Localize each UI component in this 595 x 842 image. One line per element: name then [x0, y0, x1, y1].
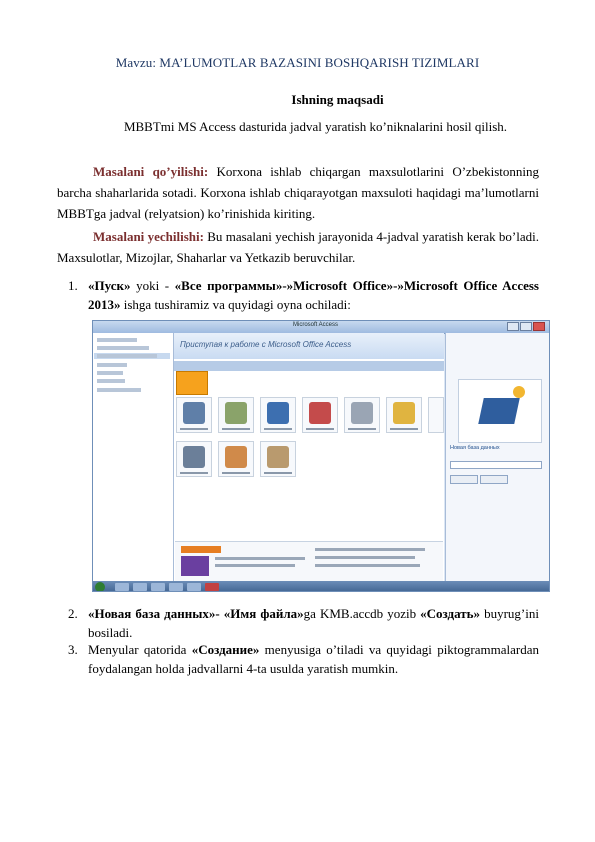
create-button[interactable]	[450, 475, 478, 484]
taskbar-app[interactable]	[169, 583, 183, 591]
template-label	[180, 472, 208, 474]
new-database-heading: Новая база данных	[450, 445, 500, 451]
new-database-pane	[445, 333, 550, 581]
file-name-field[interactable]	[450, 461, 542, 469]
monitor-icon	[478, 398, 520, 424]
sidebar-item[interactable]	[97, 346, 149, 350]
step-number: 3.	[68, 642, 78, 657]
step-bold: «Пуск»	[88, 278, 131, 293]
template-label	[348, 428, 376, 430]
text-line	[315, 548, 425, 551]
template-tile[interactable]	[218, 441, 254, 477]
taskbar-app[interactable]	[151, 583, 165, 591]
template-label	[222, 472, 250, 474]
template-categories-sidebar	[93, 333, 174, 581]
step-bold: «Все программы»-»Microsoft Office»-»Microsoft Office Access 2013»	[88, 278, 539, 312]
text-line	[215, 557, 305, 560]
start-button[interactable]	[95, 582, 105, 592]
assets-icon	[351, 402, 373, 424]
template-label	[222, 428, 250, 430]
text-line	[315, 564, 420, 567]
goal-heading: Ishning maqsadi	[291, 92, 384, 107]
solution-label: Masalani yechilishi:	[93, 229, 204, 244]
checklist-icon	[267, 402, 289, 424]
step-text: Menyular qatorida	[88, 642, 192, 657]
solution-text: Bu masalani yechish jarayonida 4-jadval yaratish kerak bo’ladi. Maxsulotlar, Mizojlar, Shaharlar va Yetkazib beruvchilar.	[57, 229, 540, 265]
people-icon	[225, 402, 247, 424]
sidebar-item[interactable]	[97, 354, 157, 358]
window-title: Microsoft Access	[293, 322, 339, 328]
step-bold: «Создать»	[420, 606, 481, 621]
step-list-2	[68, 604, 539, 642]
template-tile[interactable]	[176, 397, 212, 433]
access-screenshot	[92, 320, 550, 592]
template-label	[264, 428, 292, 430]
sun-icon	[513, 386, 525, 398]
template-tile[interactable]	[428, 397, 444, 433]
template-label	[390, 428, 418, 430]
cancel-button[interactable]	[480, 475, 508, 484]
template-tile[interactable]	[218, 397, 254, 433]
step-text: menyusiga o’tiladi va quyidagi piktogrammalardan foydalangan holda jadvallarni 4-ta usulda yaratish mumkin.	[88, 642, 539, 676]
step-item-2	[68, 604, 539, 642]
problem-paragraph	[57, 161, 539, 224]
template-tile[interactable]	[302, 397, 338, 433]
access-taskbar-icon[interactable]	[205, 583, 219, 591]
student-icon	[267, 446, 289, 468]
office-online-panel	[175, 541, 443, 582]
template-icon	[183, 402, 205, 424]
events-icon	[309, 402, 331, 424]
taskbar-app[interactable]	[187, 583, 201, 591]
step-text: ishga tushiramiz va quyidagi oyna ochiladi:	[120, 297, 351, 312]
step-number: 1.	[68, 278, 78, 293]
minimize-icon[interactable]	[507, 322, 519, 331]
blank-database-strip	[174, 361, 444, 371]
office-online-logo	[181, 546, 221, 553]
taskbar-app[interactable]	[115, 583, 129, 591]
template-tile[interactable]	[260, 397, 296, 433]
template-label	[264, 472, 292, 474]
step-bold: «Создание»	[191, 642, 260, 657]
step-list-3	[68, 640, 539, 678]
step-item-3	[68, 640, 539, 678]
banner-title: Приступая к работе с Microsoft Office Access	[180, 340, 352, 349]
close-icon[interactable]	[533, 322, 545, 331]
faculty-icon	[183, 446, 205, 468]
goal-text: MBBTmi MS Access dasturida jadval yaratish ko’niknalarini hosil qilish.	[123, 119, 508, 134]
templates-main-area	[174, 333, 444, 581]
step-bold: «Новая база данных»- «Имя файла»	[88, 606, 304, 621]
problem-text: Korxona ishlab chiqargan maxsulotlarini O’zbekistonning barcha shaharlarida sotadi. Korxona ishlab chiqarayotgan maxsuloti haqidagi ma’lumotlarni MBBTga jadval (relyatsion) ko’rinishida kiriting.	[57, 164, 539, 221]
step-item-1	[68, 276, 539, 314]
office-online-picture	[181, 556, 209, 576]
sidebar-item[interactable]	[97, 371, 123, 375]
sidebar-item[interactable]	[97, 338, 137, 342]
template-tile[interactable]	[386, 397, 422, 433]
sidebar-item[interactable]	[97, 379, 125, 383]
step-number: 2.	[68, 606, 78, 621]
sidebar-item[interactable]	[97, 363, 127, 367]
maximize-icon[interactable]	[520, 322, 532, 331]
template-tile[interactable]	[176, 441, 212, 477]
sidebar-item[interactable]	[97, 388, 141, 392]
solution-paragraph	[57, 226, 539, 268]
step-list-1	[68, 276, 539, 314]
step-text: ga KMB.accdb yozib	[303, 606, 421, 621]
step-text: yoki -	[130, 278, 175, 293]
text-line	[315, 556, 415, 559]
topic-heading: Mavzu: MA’LUMOTLAR BAZASINI BOSHQARISH TIZIMLARI	[115, 55, 480, 70]
text-line	[215, 564, 295, 567]
taskbar-app[interactable]	[133, 583, 147, 591]
folders-icon	[393, 402, 415, 424]
windows-taskbar	[93, 581, 549, 592]
template-tile[interactable]	[260, 441, 296, 477]
contact-icon	[225, 446, 247, 468]
problem-label: Masalani qo’yilishi:	[93, 164, 209, 179]
template-label	[180, 428, 208, 430]
blank-database-icon[interactable]	[176, 371, 208, 395]
welcome-banner	[174, 333, 444, 359]
database-illustration	[458, 379, 542, 443]
template-label	[306, 428, 334, 430]
template-tile[interactable]	[344, 397, 380, 433]
step-text: buyrug’ini bosiladi.	[88, 606, 539, 640]
